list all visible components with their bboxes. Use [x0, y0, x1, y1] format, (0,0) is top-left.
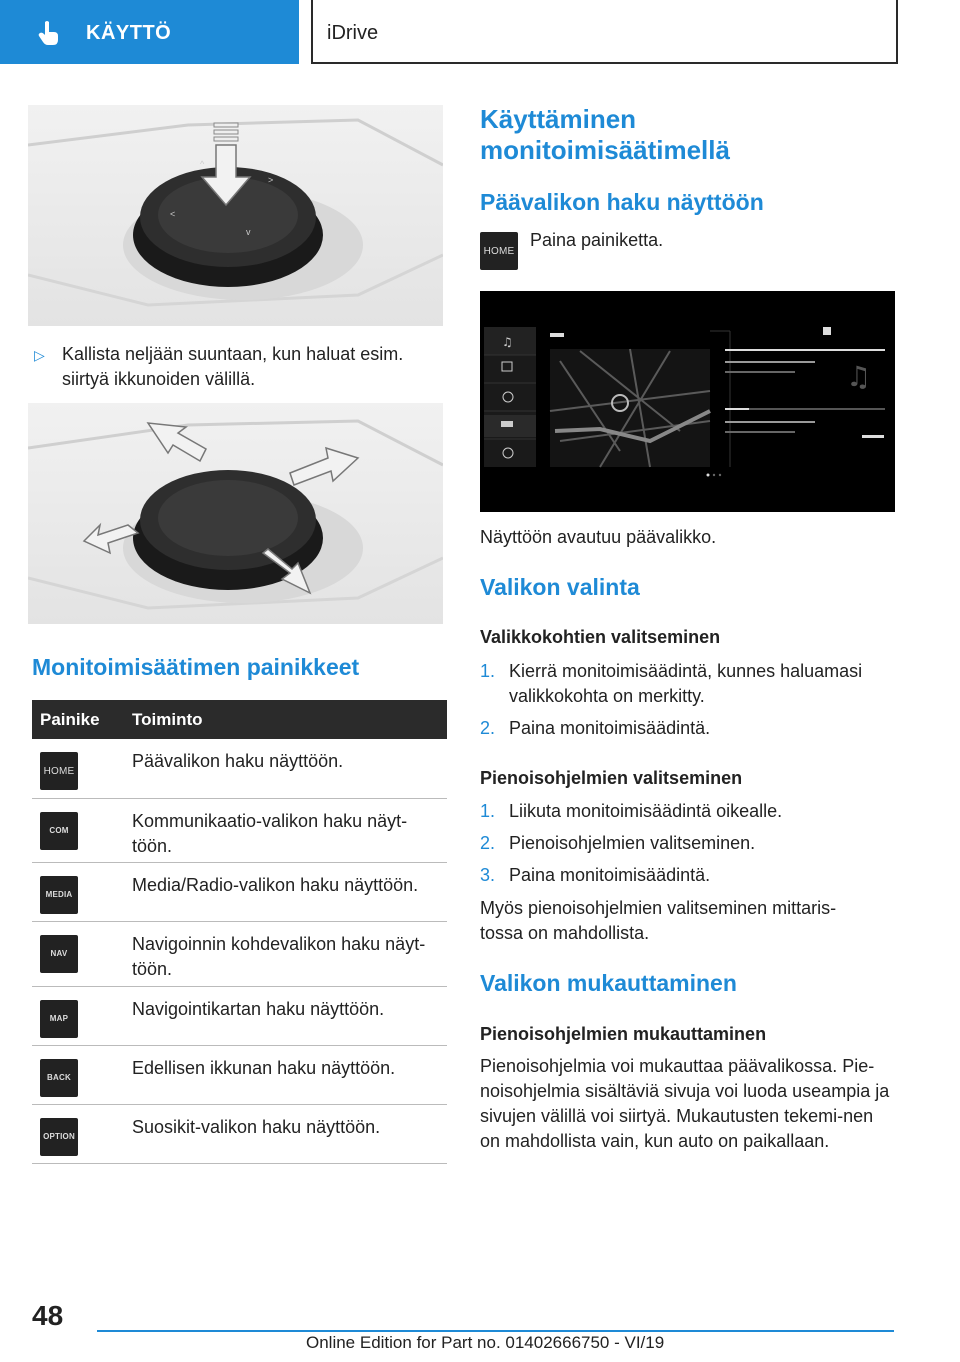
chapter-title: iDrive	[327, 22, 379, 44]
page-number: 48	[32, 1300, 64, 1331]
step-number: 2.	[480, 833, 496, 853]
main-heading-line2: monitoimisäätimellä	[480, 135, 730, 165]
row-description: Kommunikaatio-valikon haku näyt-töön.	[126, 798, 447, 862]
step-text: Paina monitoimisäädintä.	[509, 718, 711, 738]
customize-widgets-subheading: Pienoisohjelmien mukauttaminen	[480, 1024, 767, 1044]
select-widgets-subheading: Pienoisohjelmien valitseminen	[480, 768, 743, 788]
customize-text: Pienoisohjelmia voi mukauttaa päävalikossa. Pie-noisohjelmia sisältäviä sivuja voi luoda useampia ja sivujen välillä voi siirtyä. Mukautusten tekemi-nen on mahdollista vain, kun auto on paikallaan.	[480, 1056, 890, 1151]
step-number: 1.	[480, 801, 496, 821]
svg-text:♫: ♫	[502, 335, 513, 349]
row-description: Päävalikon haku näyttöön.	[126, 739, 447, 798]
table-row	[32, 1045, 447, 1104]
widget-steps-list	[480, 799, 900, 888]
menu-customize-heading: Valikon mukauttaminen	[480, 970, 737, 996]
svg-text:>: >	[268, 175, 274, 185]
edition-text: Online Edition for Part no. 01402666750 - VI/19	[306, 1333, 665, 1352]
step-text: Paina monitoimisäädintä.	[509, 865, 711, 885]
controller-press-image	[28, 105, 443, 326]
press-button-text: Paina painiketta.	[530, 230, 664, 250]
row-description: Edellisen ikkunan haku näyttöön.	[126, 1045, 447, 1104]
back-key-icon: BACK	[40, 1059, 78, 1097]
select-items-subheading: Valikkokohtien valitseminen	[480, 627, 721, 647]
list-item	[480, 831, 900, 856]
svg-text:v: v	[246, 227, 251, 237]
footer-rule	[97, 1330, 894, 1332]
buttons-table	[32, 700, 447, 1164]
list-item	[480, 659, 900, 709]
column-header-button: Painike	[32, 700, 126, 739]
widgets-note: Myös pienoisohjelmien valitseminen mittaris-tossa on mahdollista.	[480, 898, 837, 943]
row-description: Navigoinnin kohdevalikon haku näyt-töön.	[126, 921, 447, 986]
map-key-icon: MAP	[40, 1000, 78, 1038]
svg-text:^: ^	[200, 159, 205, 169]
step-number: 1.	[480, 661, 496, 681]
table-row	[32, 986, 447, 1045]
step-text: Kierrä monitoimisäädintä, kunnes haluamasi valikkokohta on merkitty.	[509, 661, 863, 706]
item-steps-list	[480, 659, 900, 741]
nav-key-icon: NAV	[40, 935, 78, 973]
hand-pointer-icon	[36, 20, 62, 46]
list-item	[480, 716, 900, 741]
section-header	[0, 0, 299, 64]
step-text: Liikuta monitoimisäädintä oikealle.	[509, 801, 783, 821]
section-title: KÄYTTÖ	[86, 22, 172, 44]
menu-select-heading: Valikon valinta	[480, 574, 640, 600]
controller-tilt-image	[28, 403, 443, 624]
column-header-function: Toiminto	[126, 700, 447, 739]
option-key-icon: OPTION	[40, 1118, 78, 1156]
row-description: Suosikit-valikon haku näyttöön.	[126, 1104, 447, 1163]
step-number: 3.	[480, 865, 496, 885]
table-row	[32, 739, 447, 798]
buttons-heading: Monitoimisäätimen painikkeet	[32, 654, 360, 680]
list-item	[480, 863, 900, 888]
svg-text:♫: ♫	[846, 360, 872, 393]
table-row	[32, 798, 447, 862]
idrive-screen-image	[480, 291, 895, 512]
step-text: Pienoisohjelmien valitseminen.	[509, 833, 756, 853]
row-description: Navigointikartan haku näyttöön.	[126, 986, 447, 1045]
media-key-icon: MEDIA	[40, 876, 78, 914]
row-description: Media/Radio-valikon haku näyttöön.	[126, 862, 447, 921]
screen-caption: Näyttöön avautuu päävalikko.	[480, 527, 717, 547]
main-heading-line1: Käyttäminen	[480, 104, 637, 134]
list-item	[480, 799, 900, 824]
table-row	[32, 862, 447, 921]
tilt-bullet	[34, 342, 434, 392]
svg-text:<: <	[170, 209, 176, 219]
home-key-icon: HOME	[40, 752, 78, 790]
home-key-icon: HOME	[480, 232, 518, 270]
com-key-icon: COM	[40, 812, 78, 850]
main-heading	[480, 104, 730, 166]
table-row	[32, 1104, 447, 1163]
chapter-header	[311, 0, 898, 64]
step-number: 2.	[480, 718, 496, 738]
triangle-bullet-icon: ▷	[34, 347, 45, 363]
tilt-text: Kallista neljään suuntaan, kun haluat esim. siirtyä ikkunoiden välillä.	[62, 344, 404, 389]
table-row	[32, 921, 447, 986]
main-menu-heading: Päävalikon haku näyttöön	[480, 189, 764, 215]
